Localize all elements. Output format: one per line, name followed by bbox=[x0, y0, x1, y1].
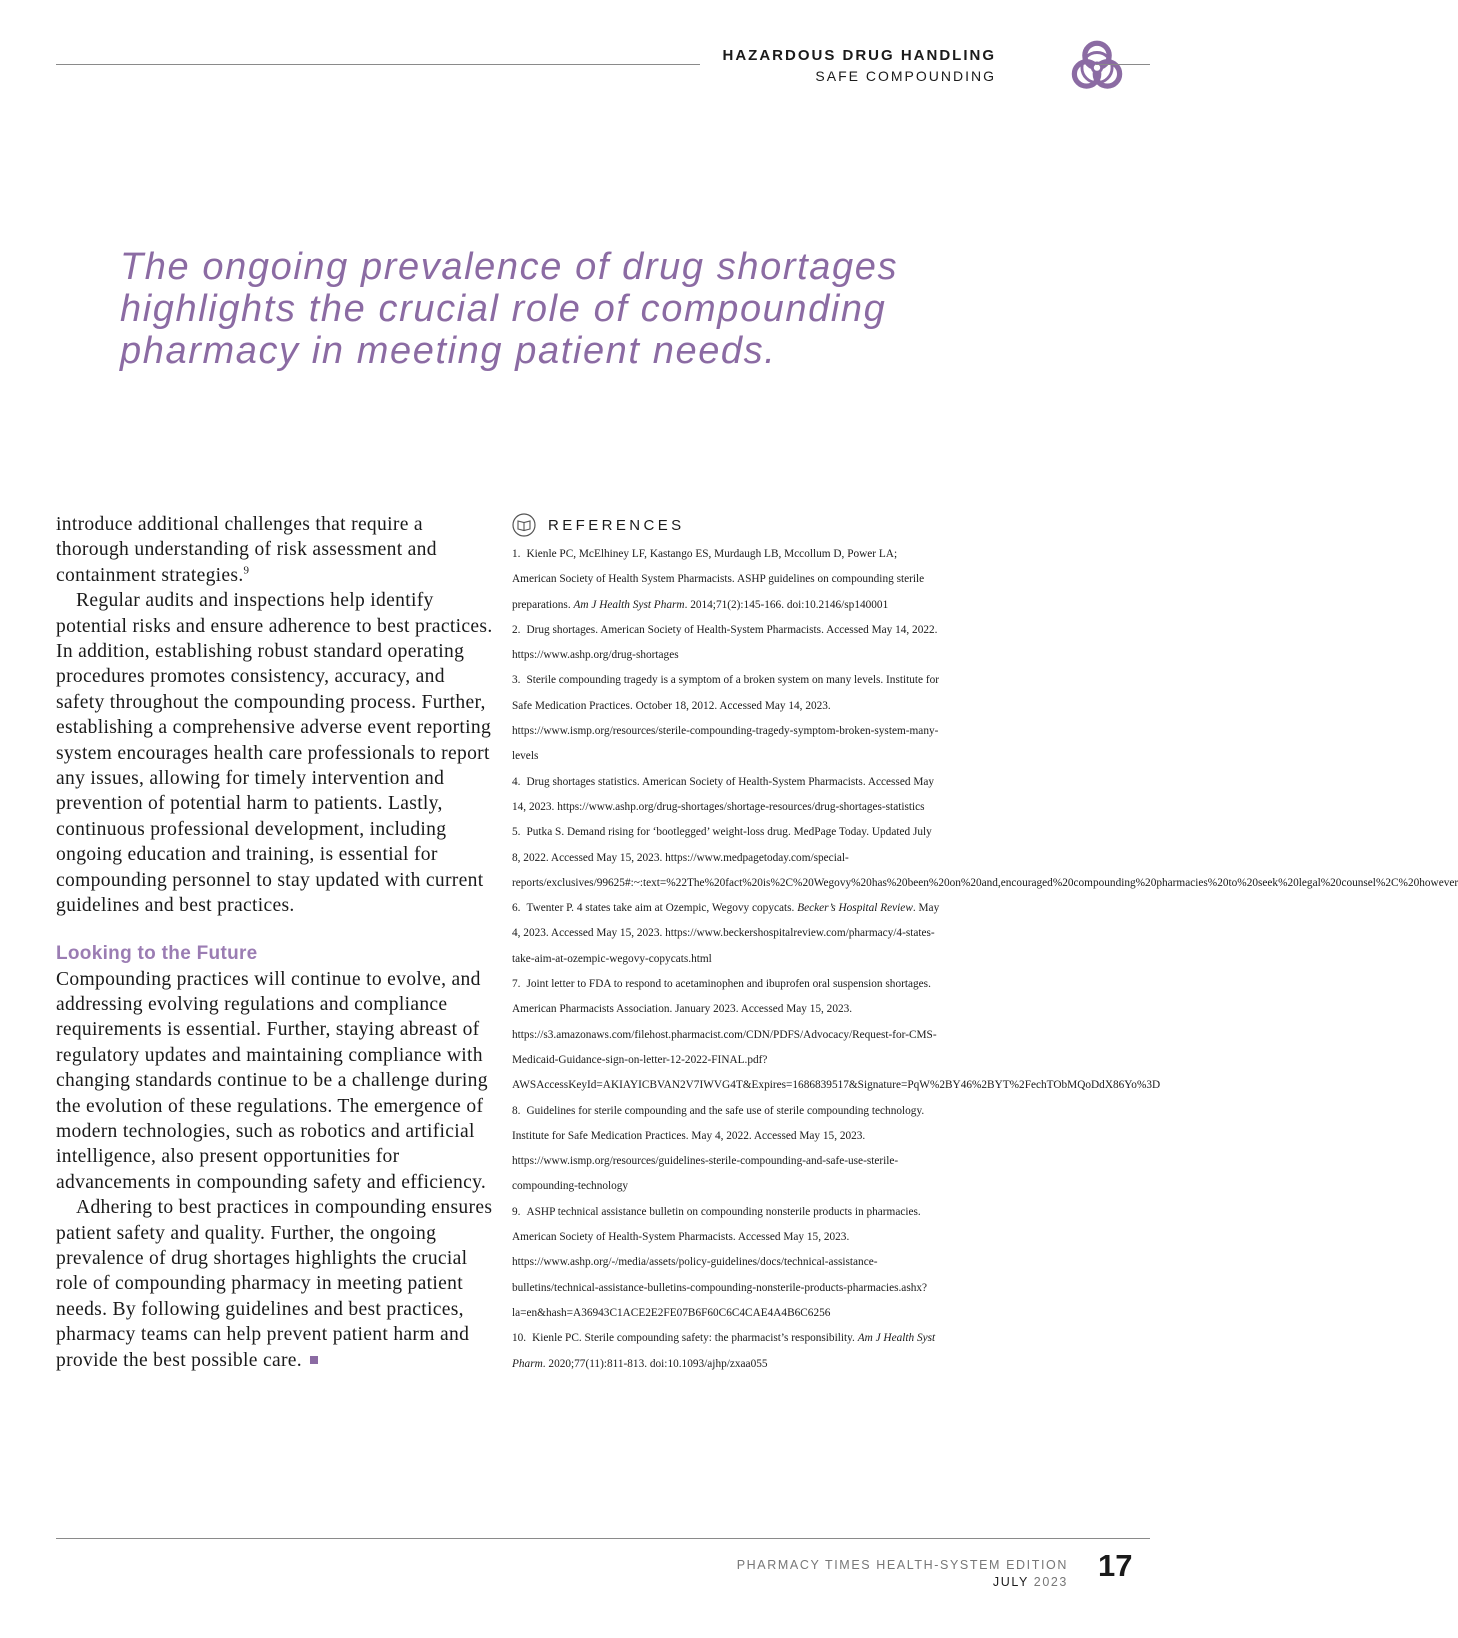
paragraph: introduce additional challenges that require a thorough understanding of risk assessment and containment strategies.$^9$ bbox=[56, 514, 437, 586]
reference-number: 10. bbox=[512, 1332, 527, 1345]
section-header bbox=[723, 46, 997, 86]
biohazard-icon bbox=[1068, 38, 1126, 96]
footer-rule bbox=[56, 1538, 1150, 1539]
reference-number: 4. bbox=[512, 775, 521, 788]
book-icon bbox=[512, 513, 536, 537]
section-heading: Looking to the Future bbox=[56, 942, 258, 964]
pull-quote: The ongoing prevalence of drug shortages highlights the crucial role of compounding pharmacy in meeting patient needs. bbox=[120, 246, 899, 372]
footnote-marker: 9 bbox=[243, 564, 250, 577]
reference-number: 6. bbox=[512, 902, 521, 915]
references-header bbox=[512, 512, 942, 538]
reference-item: 3. Sterile compounding tragedy is a symptom of a broken system on many levels. Institute for Safe Medication Practices. October 18, 2012. Accessed May 14, 2023. https://www.ismp.org/resources/sterile-compounding-tragedy-symptom-broken-system-many-levels bbox=[512, 674, 940, 763]
reference-item: 6. Twenter P. 4 states take aim at Ozempic, Wegovy copycats. Becker’s Hospital Review. May 4, 2023. Accessed May 15, 2023. https://www.beckershospitalreview.com/pharmacy/4-states-take-aim-at-ozempic-wegovy-copycats.html bbox=[512, 902, 940, 965]
reference-item: 7. Joint letter to FDA to respond to acetaminophen and ibuprofen oral suspension shortages. American Pharmacists Association. January 2023. Accessed May 15, 2023. https://s3.amazonaws.com/filehost.pharmacist.com/CDN/PDFS/Advocacy/Request-for-CMS-Medicaid-Guidance-sign-on-letter-12-2022-FINAL.pdf?AWSAccessKeyId=AKIAYICBVAN2V7IWVG4T&Expires=1686839517&Signature=PqW%2BY46%2BYT%2FechTObMQoDdX86Yo%3D bbox=[512, 978, 1161, 1092]
references-title: REFERENCES bbox=[548, 516, 685, 534]
journal-name: Becker’s Hospital Review bbox=[797, 902, 913, 915]
reference-item: 9. ASHP technical assistance bulletin on compounding nonsterile products in pharmacies. American Society of Health-System Pharmacists. Accessed May 15, 2023. https://www.ashp.org/-/media/assets/policy-guidelines/docs/technical-assistance-bulletins/technical-assistance-bulletins-compounding-nonsterile-products-pharmacies.ashx?la=en&hash=A36943C1ACE2E2FE07B6F60C6C4CAE4A4B6C6256 bbox=[512, 1205, 928, 1319]
journal-name: Am J Health Syst Pharm bbox=[512, 1332, 936, 1370]
references-list bbox=[512, 542, 1458, 1377]
journal-name: Am J Health Syst Pharm bbox=[573, 598, 685, 611]
paragraph: Adhering to best practices in compounding ensures patient safety and quality. Further, the ongoing prevalence of drug shortages highlights the crucial role of compounding pharmacy in meeting patient needs. By following guidelines and best practices, pharmacy teams can help prevent patient harm and provide the best possible care. bbox=[56, 1197, 493, 1371]
references bbox=[512, 512, 1458, 1377]
header-subtitle: SAFE COMPOUNDING bbox=[815, 68, 996, 84]
reference-item: 10. Kienle PC. Sterile compounding safety: the pharmacist’s responsibility. Am J Health Syst Pharm. 2020;77(11):811-813. doi:10.1093/ajhp/zxaa055 bbox=[512, 1332, 936, 1370]
reference-number: 1. bbox=[512, 548, 521, 560]
header-title: HAZARDOUS DRUG HANDLING bbox=[722, 47, 996, 64]
reference-number: 5. bbox=[512, 826, 521, 839]
header-rule-left bbox=[56, 64, 700, 65]
body-column bbox=[56, 512, 496, 1373]
reference-number: 8. bbox=[512, 1104, 521, 1117]
reference-item: 5. Putka S. Demand rising for ‘bootlegged’ weight-loss drug. MedPage Today. Updated July 8, 2022. Accessed May 15, 2023. https://www.medpagetoday.com/special-reports/exclusives/99625#:~:text=%22The%20fact%20is%2C%20Wegovy%20has%20been%20on%20and,encouraged%20compounding%20pharmacies%20to%20seek%20legal%20counsel%2C%20however bbox=[512, 826, 1458, 889]
footer bbox=[737, 1557, 1068, 1591]
reference-number: 2. bbox=[512, 623, 521, 636]
end-mark bbox=[310, 1356, 318, 1364]
publication-name: PHARMACY TIMES HEALTH-SYSTEM EDITION bbox=[736, 1558, 1068, 1572]
paragraph: Regular audits and inspections help identify potential risks and ensure adherence to best practices. In addition, establishing robust standard operating procedures promotes consistency, accuracy, and safety throughout the compounding process. Further, establishing a comprehensive adverse event reporting system encourages health care professionals to report any issues, allowing for timely intervention and prevention of potential harm to patients. Lastly, continuous professional development, including ongoing education and training, is essential for compounding personnel to stay updated with current guidelines and best practices. bbox=[56, 590, 493, 917]
header-rule-right bbox=[1096, 64, 1150, 65]
reference-item: 8. Guidelines for sterile compounding and the safe use of sterile compounding technology. Institute for Safe Medication Practices. May 4, 2022. Accessed May 15, 2023. https://www.ismp.org/resources/guidelines-sterile-compounding-and-safe-use-sterile-compounding-technology bbox=[512, 1104, 925, 1193]
reference-number: 3. bbox=[512, 674, 521, 687]
paragraph: Compounding practices will continue to evolve, and addressing evolving regulations and compliance requirements is essential. Further, staying abreast of regulatory updates and maintaining compliance with changing standards continue to be a challenge during the evolution of these regulations. The emergence of modern technologies, such as robotics and artificial intelligence, also present opportunities for advancements in compounding safety and efficiency. bbox=[56, 968, 488, 1193]
reference-item: 1. Kienle PC, McElhiney LF, Kastango ES, Murdaugh LB, Mccollum D, Power LA; American Society of Health System Pharmacists. ASHP guidelines on compounding sterile preparations. Am J Health Syst Pharm. 2014;71(2):145-166. doi:10.2146/sp140001 bbox=[512, 548, 925, 611]
reference-item: 2. Drug shortages. American Society of Health-System Pharmacists. Accessed May 14, 2022. https://www.ashp.org/drug-shortages bbox=[512, 623, 938, 662]
reference-number: 9. bbox=[512, 1205, 521, 1218]
page-number: 17 bbox=[1098, 1548, 1133, 1583]
issue-date: JULY 2023 bbox=[992, 1575, 1068, 1589]
reference-number: 7. bbox=[512, 978, 521, 991]
reference-item: 4. Drug shortages statistics. American Society of Health-System Pharmacists. Accessed May 14, 2023. https://www.ashp.org/drug-shortages/shortage-resources/drug-shortages-statistics bbox=[512, 775, 935, 813]
